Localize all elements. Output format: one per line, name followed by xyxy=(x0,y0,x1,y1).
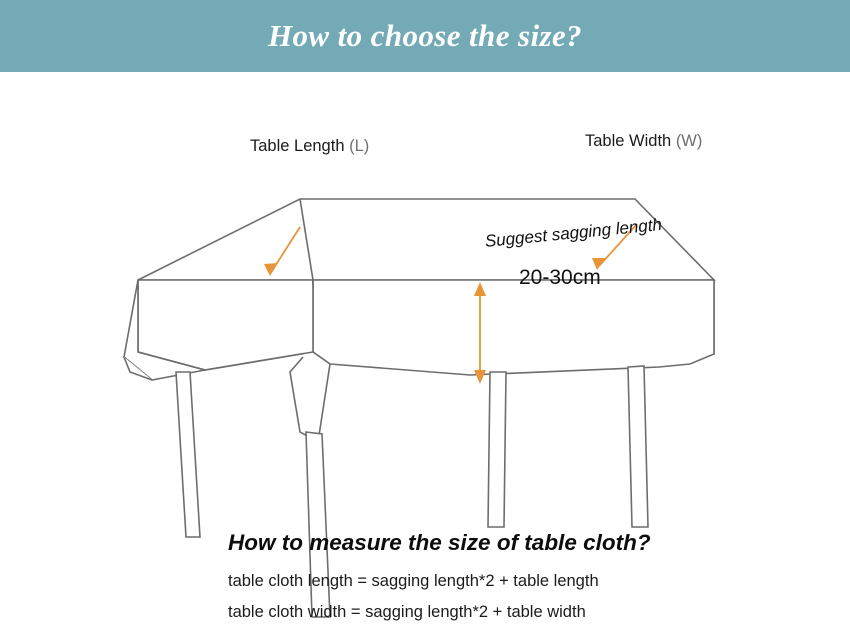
sagging-arrowhead-bottom xyxy=(474,370,486,384)
page-title: How to choose the size? xyxy=(267,18,583,53)
label-table-width-text: Table Width xyxy=(585,132,672,150)
label-table-width xyxy=(585,132,702,151)
formula-width: table cloth width = sagging length*2 + table width xyxy=(228,603,586,621)
measure-instructions xyxy=(0,530,850,634)
table-diagram xyxy=(0,72,850,620)
formula-length: table cloth length = sagging length*2 + table length xyxy=(228,572,599,590)
measure-heading: How to measure the size of table cloth? xyxy=(228,530,651,555)
sagging-value: 20-30cm xyxy=(519,266,601,289)
label-table-length xyxy=(250,137,369,156)
label-table-width-symbol: (W) xyxy=(675,132,703,150)
header-banner xyxy=(0,0,850,72)
sagging-caption: Suggest sagging length xyxy=(484,214,663,251)
label-table-length-symbol: (L) xyxy=(349,137,370,155)
label-table-length-text: Table Length xyxy=(250,137,345,155)
